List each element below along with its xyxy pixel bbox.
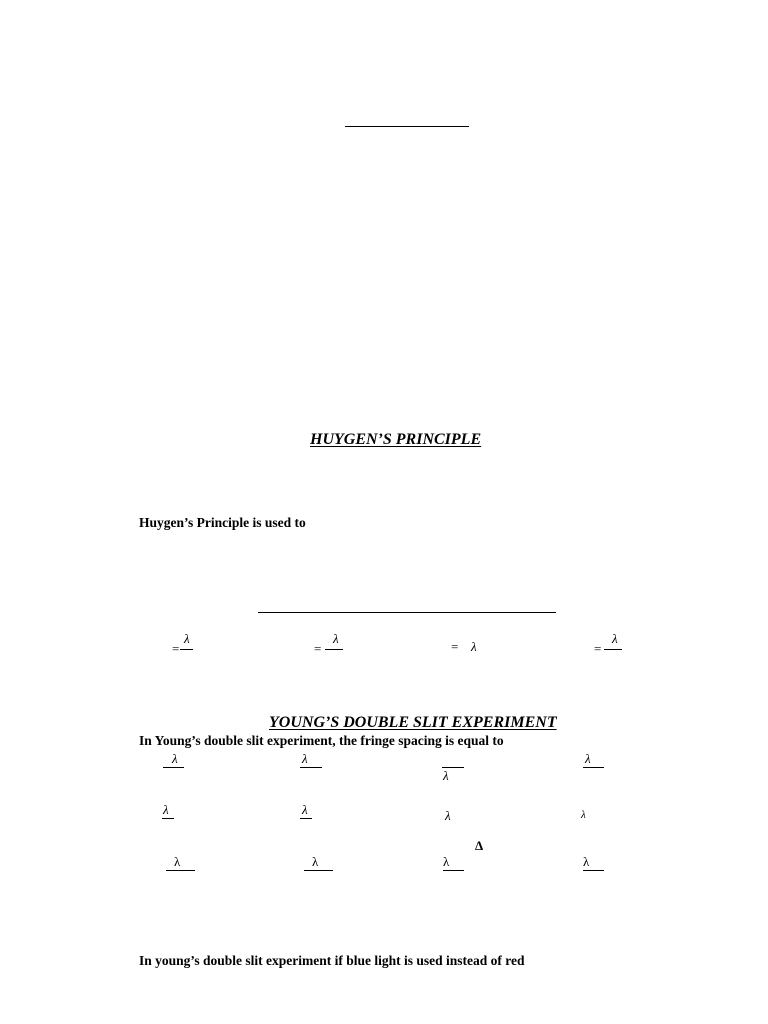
- lambda-symbol: λ: [471, 639, 477, 654]
- fraction-bar: [304, 870, 333, 871]
- lambda-symbol: λ: [163, 802, 169, 817]
- fraction-bar: [300, 818, 312, 819]
- lambda-symbol: λ: [443, 854, 450, 869]
- fraction-bar: [162, 818, 174, 819]
- lambda-symbol: λ: [174, 854, 181, 869]
- answer-rule: [258, 612, 556, 613]
- title-rule: [345, 126, 469, 127]
- fraction-bar: [163, 767, 184, 768]
- young-heading: YOUNG’S DOUBLE SLIT EXPERIMENT: [269, 714, 557, 731]
- fraction-bar: [166, 870, 195, 871]
- young-question-1: In Young’s double slit experiment, the fringe spacing is equal to: [139, 733, 504, 748]
- lambda-symbol: λ: [184, 631, 190, 646]
- lambda-symbol: λ: [172, 751, 178, 766]
- fraction-bar: [325, 649, 343, 650]
- fraction-bar: [583, 767, 604, 768]
- lambda-symbol: λ: [583, 854, 590, 869]
- equals-sign: =: [594, 641, 602, 656]
- lambda-symbol: λ: [333, 631, 339, 646]
- huygens-question: Huygen’s Principle is used to: [139, 515, 306, 530]
- lambda-symbol: λ: [612, 631, 618, 646]
- huygens-heading: HUYGEN’S PRINCIPLE: [310, 431, 482, 448]
- delta-symbol: Δ: [475, 838, 484, 853]
- equals-sign: =: [451, 639, 459, 654]
- lambda-symbol: λ: [443, 768, 449, 783]
- lambda-symbol: λ: [585, 751, 591, 766]
- lambda-symbol: λ: [312, 854, 319, 869]
- lambda-symbol: λ: [581, 809, 586, 821]
- lambda-symbol: λ: [302, 802, 308, 817]
- fraction-bar: [300, 767, 322, 768]
- equals-sign: =: [172, 641, 180, 656]
- lambda-symbol: λ: [302, 751, 308, 766]
- equals-sign: =: [314, 641, 322, 656]
- fraction-bar: [583, 870, 604, 871]
- fraction-bar: [604, 649, 622, 650]
- fraction-bar: [443, 870, 464, 871]
- young-question-2: In young’s double slit experiment if blue light is used instead of red: [139, 953, 525, 968]
- fraction-bar: [180, 649, 193, 650]
- lambda-symbol: λ: [445, 808, 451, 823]
